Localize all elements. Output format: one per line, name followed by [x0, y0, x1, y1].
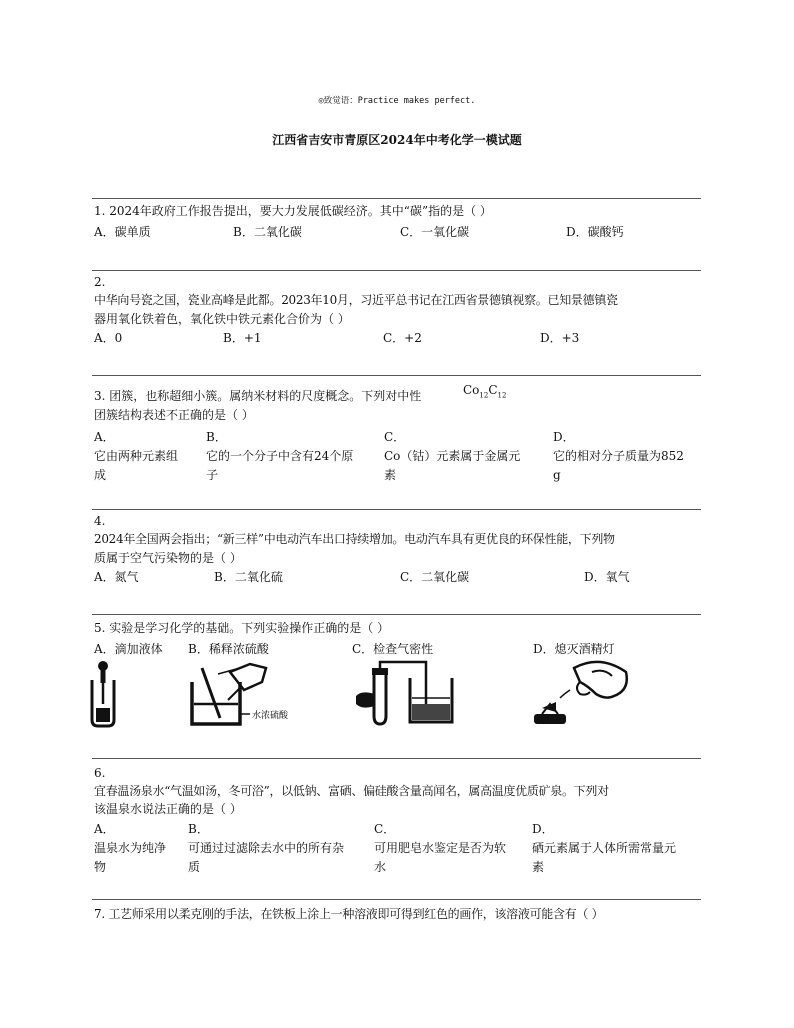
option-label: A． [94, 822, 115, 836]
q2-option-b: B．+1 [223, 331, 262, 345]
divider [92, 198, 701, 199]
option-text: 素 [532, 860, 545, 874]
q3-option-c [384, 428, 549, 485]
q3-option-b [206, 428, 376, 485]
q4-option-c: C．二氧化碳 [400, 570, 470, 584]
option-text: 它的一个分子中含有24个原 [206, 449, 354, 463]
q1-option-d: D．碳酸钙 [566, 225, 624, 239]
q1-option-a: A．碳单质 [94, 225, 151, 239]
q4-option-b: B．二氧化硫 [214, 570, 283, 584]
chemical-formula [463, 383, 506, 399]
question-7-stem: 7. 工艺师采用以柔克刚的手法，在铁板上涂上一种溶液即可得到红色的画作，该溶液可能含有（ ） [94, 907, 604, 921]
formula-element-co: Co [463, 383, 480, 397]
option-label: B． [188, 822, 209, 836]
acid-label: 浓硫酸 [261, 711, 288, 721]
divider [92, 758, 701, 759]
divider [92, 509, 701, 510]
question-3-line-1: 3. 团簇，也称超细小簇。属纳米材料的尺度概念。下列对中性 [94, 389, 422, 403]
option-text: 水 [374, 860, 387, 874]
motto: ◎致觉语：Practice makes perfect. [318, 96, 476, 106]
q1-option-c: C．一氧化碳 [400, 225, 470, 239]
question-6-number: 6. [94, 766, 106, 780]
q2-option-d: D．+3 [540, 331, 580, 345]
q6-option-c [374, 820, 529, 877]
option-label: C． [374, 822, 396, 836]
option-text: 可用肥皂水鉴定是否为软 [374, 841, 507, 855]
option-text: g [553, 468, 561, 482]
question-4-number: 4. [94, 514, 106, 528]
q3-option-d [553, 428, 703, 485]
q1-option-b: B．二氧化碳 [233, 225, 302, 239]
q2-option-a: A．0 [94, 331, 123, 345]
q5-option-d: D．熄灭酒精灯 [533, 642, 615, 656]
option-text: 物 [94, 860, 107, 874]
q2-option-c: C．+2 [383, 331, 422, 345]
option-text: 它由两种元素组 [94, 449, 179, 463]
question-6-line-1: 宜春温汤泉水“气温如汤，冬可浴”，以低钠、富硒、偏硅酸含量高闻名，属高温度优质矿泉。下列对 [94, 784, 609, 798]
option-label: A． [94, 430, 115, 444]
option-text: 可通过过滤除去水中的所有杂 [188, 841, 345, 855]
option-label: C． [384, 430, 406, 444]
option-label: B． [206, 430, 227, 444]
option-text: 硒元素属于人体所需常量元 [532, 841, 677, 855]
divider [92, 899, 701, 900]
option-text: 子 [206, 468, 219, 482]
question-1-stem: 1. 2024年政府工作报告提出，要大力发展低碳经济。其中“碳”指的是（ ） [94, 204, 492, 218]
option-text: 它的相对分子质量为852 [553, 449, 684, 463]
formula-subscript: 12 [497, 391, 507, 400]
question-4-line-1: 2024年全国两会指出；“新三样”中电动汽车出口持续增加。电动汽车具有更优良的环保性能，下列物 [94, 532, 615, 546]
water-label: 水 [252, 711, 262, 721]
option-text: Co（钴）元素属于金属元 [384, 449, 521, 463]
option-label: D． [553, 430, 575, 444]
page-title: 江西省吉安市青原区2024年中考化学一模试题 [272, 133, 522, 147]
q6-option-b [188, 820, 368, 877]
q6-option-d [532, 820, 700, 877]
option-text: 温泉水为纯净 [94, 841, 167, 855]
question-4-line-2: 质属于空气污染物的是（ ） [94, 551, 242, 565]
airtightness-check-image [352, 660, 462, 728]
question-3-line-2: 团簇结构表述不正确的是（ ） [94, 408, 254, 422]
option-text: 素 [384, 468, 397, 482]
q5-option-a: A．滴加液体 [94, 642, 163, 656]
q5-option-b: B．稀释浓硫酸 [188, 642, 269, 656]
q5-option-c: C．检查气密性 [352, 642, 434, 656]
dropping-liquid-image [88, 660, 118, 728]
formula-element-c: C [488, 383, 498, 397]
option-text: 成 [94, 468, 107, 482]
divider [92, 270, 701, 271]
q4-option-a: A．氮气 [94, 570, 139, 584]
option-text: 质 [188, 860, 201, 874]
question-2-number: 2. [94, 275, 106, 289]
diluting-acid-image [188, 660, 288, 728]
divider [92, 614, 701, 615]
formula-subscript: 12 [479, 391, 489, 400]
divider [92, 375, 701, 376]
question-5-stem: 5. 实验是学习化学的基础。下列实验操作正确的是（ ） [94, 621, 390, 635]
q4-option-d: D．氧气 [584, 570, 630, 584]
question-2-line-1: 中华向号瓷之国，瓷业高峰是此都。2023年10月，习近平总书记在江西省景德镇视察。已知景德镇瓷 [94, 293, 618, 307]
extinguish-lamp-image [530, 660, 630, 728]
question-2-line-2: 器用氧化铁着色，氧化铁中铁元素化合价为（ ） [94, 312, 350, 326]
question-6-line-2: 该温泉水说法正确的是（ ） [94, 802, 242, 816]
option-label: D． [532, 822, 554, 836]
